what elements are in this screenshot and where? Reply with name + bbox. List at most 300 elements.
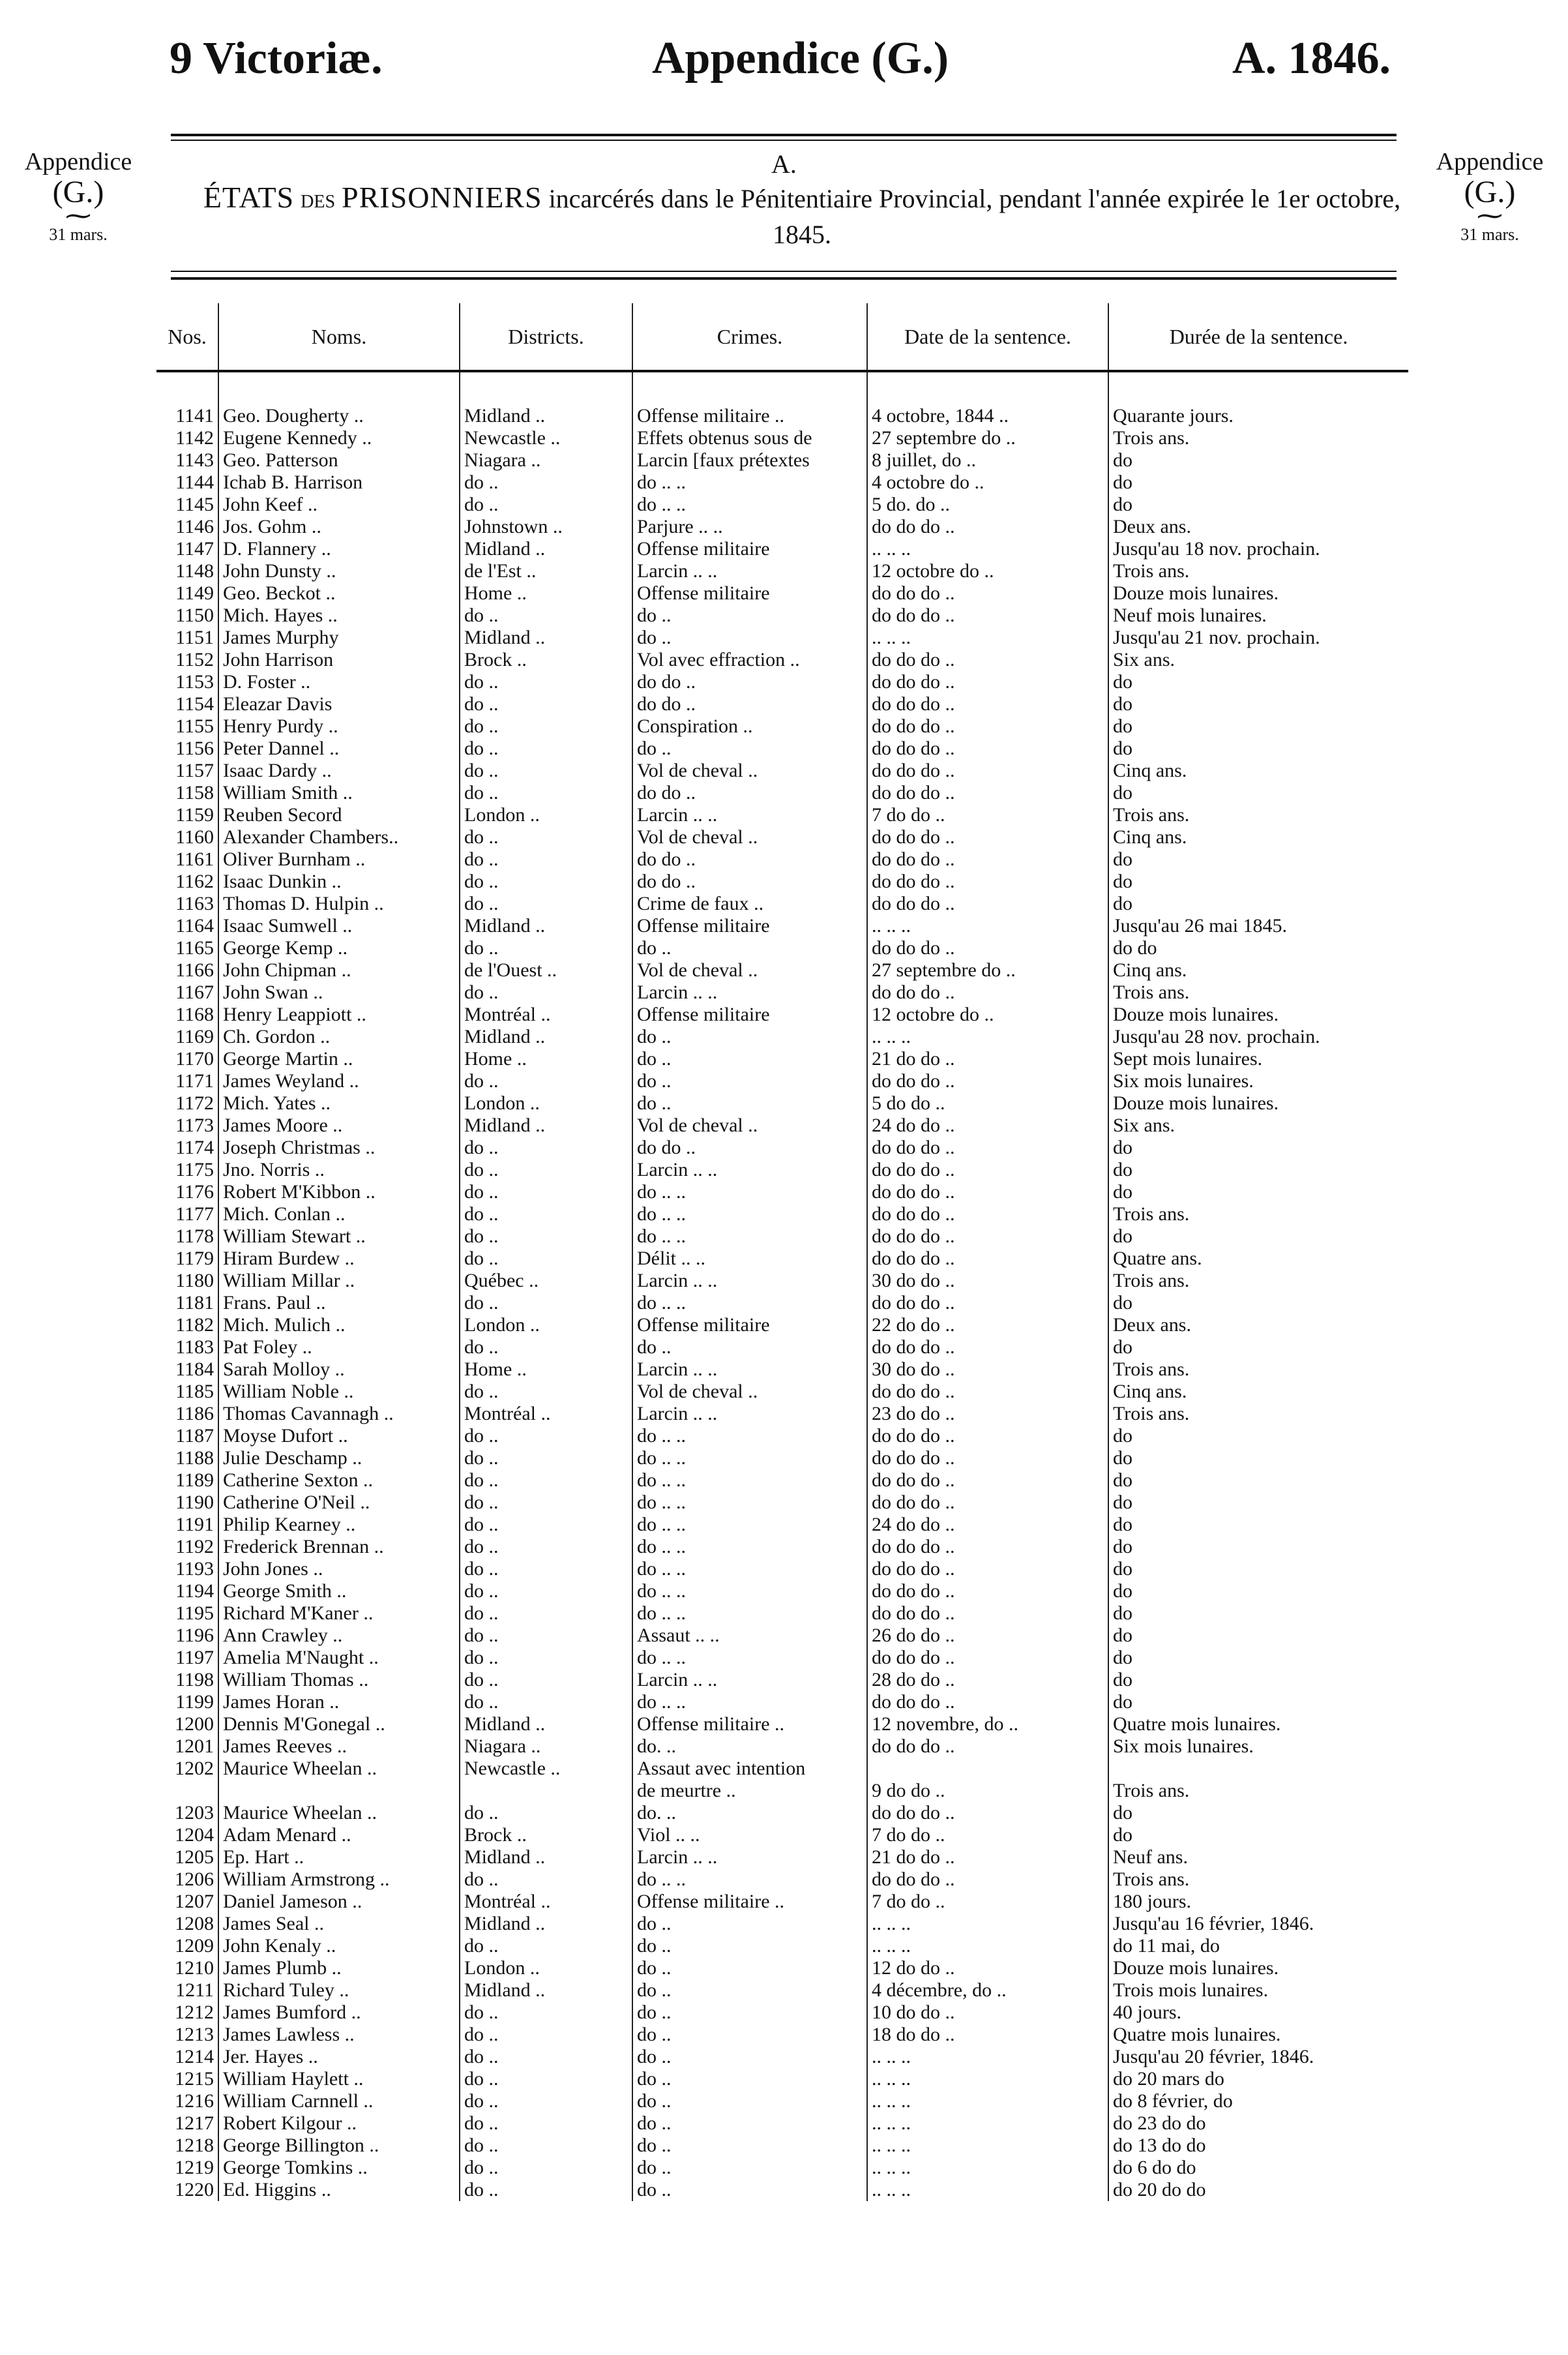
cell-number: 1189 <box>175 1469 214 1491</box>
cell-number: 1190 <box>175 1492 214 1513</box>
cell-duration: Trois ans. <box>1108 1358 1408 1381</box>
cell-date: do do do .. <box>867 1580 1108 1602</box>
cell-district: do .. <box>460 1669 632 1691</box>
cell-name: Ep. Hart .. <box>218 1846 460 1868</box>
cell-date: do do do .. <box>867 1203 1108 1225</box>
cell-duration: Cinq ans. <box>1108 760 1408 782</box>
cell-crime: do .. .. <box>632 1492 867 1514</box>
cell-name: Henry Leappiott .. <box>218 1004 460 1026</box>
cell-district: do .. <box>460 2024 632 2046</box>
cell-crime: do do .. <box>632 671 867 693</box>
cell-number: 1148 <box>175 560 214 582</box>
col-header-date: Date de la sentence. <box>867 303 1108 371</box>
cell-crime: Viol .. .. <box>632 1824 867 1846</box>
cell-crime: Vol de cheval .. <box>632 826 867 848</box>
cell-number: 1183 <box>175 1336 214 1358</box>
cell-date: do do do .. <box>867 760 1108 782</box>
cell-name: Mich. Hayes .. <box>218 605 460 627</box>
cell-date: 30 do do .. <box>867 1358 1108 1381</box>
cell-duration: Six mois lunaires. <box>1108 1070 1408 1092</box>
cell-duration: Deux ans. <box>1108 516 1408 538</box>
cell-crime: do .. .. <box>632 1447 867 1469</box>
cell-district: Midland .. <box>460 1846 632 1868</box>
cell-district: do .. <box>460 2179 632 2201</box>
cell-name: William Carnnell .. <box>218 2090 460 2112</box>
cell-number: 1145 <box>175 494 214 515</box>
cell-name: Peter Dannel .. <box>218 738 460 760</box>
table-row <box>156 1447 1408 1469</box>
cell-number: 1154 <box>175 693 214 715</box>
cell-date: do do do .. <box>867 871 1108 893</box>
cell-duration: do <box>1108 715 1408 738</box>
cell-district: Home .. <box>460 582 632 605</box>
cell-date: 21 do do .. <box>867 1846 1108 1868</box>
cell-name: Geo. Dougherty .. <box>218 371 460 427</box>
cell-district: do .. <box>460 1203 632 1225</box>
cell-crime: Offense militaire .. <box>632 371 867 427</box>
cell-district: do .. <box>460 1514 632 1536</box>
cell-date: do do do .. <box>867 1070 1108 1092</box>
cell-number: 1150 <box>175 605 214 626</box>
cell-crime: do .. .. <box>632 472 867 494</box>
cell-number: 1197 <box>175 1647 214 1668</box>
cell-crime: do do .. <box>632 1137 867 1159</box>
cell-number: 1175 <box>175 1159 214 1180</box>
cell-crime: do .. <box>632 2157 867 2179</box>
cell-number: 1153 <box>175 671 214 693</box>
cell-number: 1212 <box>175 2002 214 2023</box>
cell-date: do do do .. <box>867 982 1108 1004</box>
cell-crime: Vol de cheval .. <box>632 1381 867 1403</box>
cell-crime: do .. <box>632 1979 867 2002</box>
cell-duration: Trois mois lunaires. <box>1108 1979 1408 2002</box>
cell-district: do .. <box>460 760 632 782</box>
cell-name: Adam Menard .. <box>218 1824 460 1846</box>
table-body <box>156 371 1408 2201</box>
cell-duration: do <box>1108 1669 1408 1691</box>
cell-number: 1193 <box>175 1558 214 1580</box>
cell-name: John Swan .. <box>218 982 460 1004</box>
table-row <box>156 560 1408 582</box>
table-row <box>156 1669 1408 1691</box>
cell-crime: do .. .. <box>632 1469 867 1492</box>
cell-crime: Larcin [faux prétextes <box>632 449 867 472</box>
cell-name: William Stewart .. <box>218 1225 460 1248</box>
cell-date: 4 décembre, do .. <box>867 1979 1108 2002</box>
cell-number: 1152 <box>175 649 214 670</box>
cell-name: Robert M'Kibbon .. <box>218 1181 460 1203</box>
cell-duration: do <box>1108 1602 1408 1625</box>
table-row <box>156 1735 1408 1758</box>
cell-crime: do .. .. <box>632 494 867 516</box>
cell-date: 27 septembre do .. <box>867 427 1108 449</box>
cell-number: 1181 <box>175 1292 214 1313</box>
cell-name: James Plumb .. <box>218 1957 460 1979</box>
cell-name: Hiram Burdew .. <box>218 1248 460 1270</box>
cell-crime: Larcin .. .. <box>632 1270 867 1292</box>
cell-name: Alexander Chambers.. <box>218 826 460 848</box>
cell-crime: Larcin .. .. <box>632 1669 867 1691</box>
cell-district: do .. <box>460 826 632 848</box>
cell-number: 1206 <box>175 1868 214 1890</box>
cell-name: Jno. Norris .. <box>218 1159 460 1181</box>
cell-number: 1219 <box>175 2157 214 2178</box>
cell-duration: 40 jours. <box>1108 2002 1408 2024</box>
cell-name: D. Foster .. <box>218 671 460 693</box>
cell-date: 28 do do .. <box>867 1669 1108 1691</box>
cell-number: 1160 <box>175 826 214 848</box>
cell-number: 1149 <box>175 582 214 604</box>
cell-crime: do. .. <box>632 1735 867 1758</box>
cell-crime: do .. <box>632 1026 867 1048</box>
cell-duration: Cinq ans. <box>1108 1381 1408 1403</box>
table-row <box>156 1602 1408 1625</box>
col-header-duration: Durée de la sentence. <box>1108 303 1408 371</box>
cell-crime: do .. .. <box>632 1536 867 1558</box>
cell-name: James Bumford .. <box>218 2002 460 2024</box>
cell-crime: Larcin .. .. <box>632 1358 867 1381</box>
cell-duration: do <box>1108 1137 1408 1159</box>
table-row <box>156 1979 1408 2002</box>
table-row <box>156 1957 1408 1979</box>
table-row <box>156 449 1408 472</box>
cell-number: 1199 <box>175 1691 214 1713</box>
cell-crime: Assaut avec intention <box>632 1758 867 1780</box>
table-row <box>156 1292 1408 1314</box>
cell-duration: do <box>1108 1336 1408 1358</box>
table-row <box>156 2046 1408 2068</box>
cell-name: Maurice Wheelan .. <box>218 1758 460 1780</box>
cell-duration: Cinq ans. <box>1108 826 1408 848</box>
cell-crime: Offense militaire <box>632 538 867 560</box>
cell-duration: Trois ans. <box>1108 1780 1408 1802</box>
table-row <box>156 2179 1408 2201</box>
cell-crime: Offense militaire <box>632 1314 867 1336</box>
cell-duration: do <box>1108 1181 1408 1203</box>
title-rest: incarcérés dans le Pénitentiaire Provincial, pendant l'année expirée le 1er octobre, 1845. <box>548 184 1401 249</box>
cell-number: 1218 <box>175 2135 214 2156</box>
cell-district: Johnstown .. <box>460 516 632 538</box>
cell-duration: do 13 do do <box>1108 2135 1408 2157</box>
cell-duration: do <box>1108 1625 1408 1647</box>
cell-duration: do <box>1108 693 1408 715</box>
cell-name: William Millar .. <box>218 1270 460 1292</box>
cell-number: 1198 <box>175 1669 214 1690</box>
cell-crime: do .. <box>632 2112 867 2135</box>
cell-name: Ed. Higgins .. <box>218 2179 460 2201</box>
cell-number: 1156 <box>175 738 214 759</box>
cell-crime: Offense militaire <box>632 1004 867 1026</box>
cell-date: 24 do do .. <box>867 1115 1108 1137</box>
cell-name: John Jones .. <box>218 1558 460 1580</box>
cell-duration: Sept mois lunaires. <box>1108 1048 1408 1070</box>
cell-duration: do <box>1108 893 1408 915</box>
cell-name: Reuben Secord <box>218 804 460 826</box>
cell-duration: Jusqu'au 16 février, 1846. <box>1108 1913 1408 1935</box>
cell-date: do do do .. <box>867 1469 1108 1492</box>
cell-name: William Smith .. <box>218 782 460 804</box>
margin-appendix-label: Appendice <box>24 148 132 175</box>
cell-number: 1203 <box>175 1802 214 1823</box>
cell-date <box>867 1758 1108 1780</box>
cell-number: 1194 <box>175 1580 214 1602</box>
cell-date: 21 do do .. <box>867 1048 1108 1070</box>
cell-number: 1144 <box>175 472 214 493</box>
cell-district: do .. <box>460 1070 632 1092</box>
cell-district: do .. <box>460 1868 632 1891</box>
cell-name: John Harrison <box>218 649 460 671</box>
cell-date: .. .. .. <box>867 2090 1108 2112</box>
cell-date: do do do .. <box>867 1336 1108 1358</box>
cell-crime: do .. <box>632 1913 867 1935</box>
table-row <box>156 1647 1408 1669</box>
cell-crime: do .. <box>632 2024 867 2046</box>
table-row <box>156 2157 1408 2179</box>
cell-duration: do 20 do do <box>1108 2179 1408 2201</box>
table-row <box>156 538 1408 560</box>
cell-date: 26 do do .. <box>867 1625 1108 1647</box>
cell-date: do do do .. <box>867 649 1108 671</box>
cell-name: Oliver Burnham .. <box>218 848 460 871</box>
cell-duration: Quatre mois lunaires. <box>1108 1713 1408 1735</box>
cell-district: do .. <box>460 1625 632 1647</box>
cell-district: do .. <box>460 2046 632 2068</box>
cell-crime: do .. <box>632 2002 867 2024</box>
cell-duration: Quatre mois lunaires. <box>1108 2024 1408 2046</box>
table-row <box>156 1248 1408 1270</box>
margin-swirl: ⁓ <box>1477 201 1503 230</box>
cell-district: do .. <box>460 1336 632 1358</box>
cell-district: do .. <box>460 1248 632 1270</box>
cell-date: 5 do do .. <box>867 1092 1108 1115</box>
cell-duration: do <box>1108 1558 1408 1580</box>
cell-duration: Quatre ans. <box>1108 1248 1408 1270</box>
cell-crime: do .. <box>632 1070 867 1092</box>
cell-duration: do do <box>1108 937 1408 959</box>
cell-duration: do 8 février, do <box>1108 2090 1408 2112</box>
cell-date: do do do .. <box>867 893 1108 915</box>
cell-date: 23 do do .. <box>867 1403 1108 1425</box>
cell-date: do do do .. <box>867 1425 1108 1447</box>
table-row <box>156 982 1408 1004</box>
cell-name: James Horan .. <box>218 1691 460 1713</box>
cell-duration: Jusqu'au 18 nov. prochain. <box>1108 538 1408 560</box>
cell-name: William Noble .. <box>218 1381 460 1403</box>
cell-duration: do 6 do do <box>1108 2157 1408 2179</box>
cell-district: do .. <box>460 1159 632 1181</box>
cell-district: do .. <box>460 871 632 893</box>
cell-crime: Crime de faux .. <box>632 893 867 915</box>
cell-crime: do do .. <box>632 848 867 871</box>
cell-number: 1141 <box>175 405 214 427</box>
cell-number: 1207 <box>175 1891 214 1912</box>
cell-crime: Larcin .. .. <box>632 1159 867 1181</box>
cell-district: London .. <box>460 804 632 826</box>
cell-name: Eugene Kennedy .. <box>218 427 460 449</box>
cell-district: do .. <box>460 2002 632 2024</box>
cell-district: Brock .. <box>460 1824 632 1846</box>
table-row <box>156 1514 1408 1536</box>
cell-duration: Jusqu'au 26 mai 1845. <box>1108 915 1408 937</box>
cell-duration: do <box>1108 871 1408 893</box>
cell-number: 1180 <box>175 1270 214 1291</box>
cell-number: 1179 <box>175 1248 214 1269</box>
cell-name: Thomas D. Hulpin .. <box>218 893 460 915</box>
title-rule-thin <box>171 271 1397 272</box>
table-row <box>156 627 1408 649</box>
cell-crime: do .. <box>632 1048 867 1070</box>
cell-name: Mich. Conlan .. <box>218 1203 460 1225</box>
cell-district: do .. <box>460 472 632 494</box>
cell-crime: Larcin .. .. <box>632 560 867 582</box>
cell-number: 1163 <box>175 893 214 914</box>
cell-crime: do .. .. <box>632 1225 867 1248</box>
cell-name: Daniel Jameson .. <box>218 1891 460 1913</box>
cell-district: do .. <box>460 715 632 738</box>
cell-date: do do do .. <box>867 1868 1108 1891</box>
cell-district: do .. <box>460 2068 632 2090</box>
table-row <box>156 671 1408 693</box>
cell-duration: Trois ans. <box>1108 1403 1408 1425</box>
cell-name: Mich. Yates .. <box>218 1092 460 1115</box>
cell-district: do .. <box>460 1137 632 1159</box>
cell-duration: Neuf ans. <box>1108 1846 1408 1868</box>
cell-name: Ch. Gordon .. <box>218 1026 460 1048</box>
cell-number: 1195 <box>175 1602 214 1624</box>
cell-name: Isaac Sumwell .. <box>218 915 460 937</box>
cell-crime: Vol de cheval .. <box>632 959 867 982</box>
cell-number: 1166 <box>175 959 214 981</box>
cell-number: 1210 <box>175 1957 214 1979</box>
cell-district: do .. <box>460 1425 632 1447</box>
cell-name: Frans. Paul .. <box>218 1292 460 1314</box>
cell-name: Sarah Molloy .. <box>218 1358 460 1381</box>
cell-crime: Parjure .. .. <box>632 516 867 538</box>
cell-date: .. .. .. <box>867 2046 1108 2068</box>
cell-date: do do do .. <box>867 516 1108 538</box>
cell-name: Catherine O'Neil .. <box>218 1492 460 1514</box>
cell-duration: do <box>1108 1824 1408 1846</box>
cell-duration: do <box>1108 1292 1408 1314</box>
cell-crime: do .. <box>632 2046 867 2068</box>
cell-district: Niagara .. <box>460 449 632 472</box>
cell-date: do do do .. <box>867 1536 1108 1558</box>
cell-date: do do do .. <box>867 1802 1108 1824</box>
cell-date: 8 juillet, do .. <box>867 449 1108 472</box>
cell-number: 1216 <box>175 2090 214 2112</box>
table-row <box>156 649 1408 671</box>
cell-date: .. .. .. <box>867 915 1108 937</box>
cell-date: .. .. .. <box>867 1026 1108 1048</box>
cell-name: James Weyland .. <box>218 1070 460 1092</box>
cell-date: 10 do do .. <box>867 2002 1108 2024</box>
cell-district: do .. <box>460 1691 632 1713</box>
cell-duration: Trois ans. <box>1108 982 1408 1004</box>
table-row <box>156 1758 1408 1780</box>
cell-duration: do <box>1108 1425 1408 1447</box>
cell-number: 1188 <box>175 1447 214 1469</box>
cell-district: do .. <box>460 1558 632 1580</box>
cell-name: Richard M'Kaner .. <box>218 1602 460 1625</box>
cell-date: do do do .. <box>867 738 1108 760</box>
cell-duration: Trois ans. <box>1108 1868 1408 1891</box>
cell-duration: Six mois lunaires. <box>1108 1735 1408 1758</box>
cell-name: Joseph Christmas .. <box>218 1137 460 1159</box>
cell-crime: do .. <box>632 605 867 627</box>
cell-name: James Lawless .. <box>218 2024 460 2046</box>
cell-name: John Keef .. <box>218 494 460 516</box>
cell-number: 1209 <box>175 1935 214 1957</box>
cell-crime: do .. .. <box>632 1691 867 1713</box>
margin-date: 31 mars. <box>1460 225 1519 244</box>
cell-date: do do do .. <box>867 1225 1108 1248</box>
cell-date: do do do .. <box>867 1447 1108 1469</box>
table-row <box>156 915 1408 937</box>
cell-date: 18 do do .. <box>867 2024 1108 2046</box>
table-row <box>156 1492 1408 1514</box>
table-row <box>156 1358 1408 1381</box>
cell-district: Home .. <box>460 1358 632 1381</box>
cell-name: George Kemp .. <box>218 937 460 959</box>
cell-number: 1174 <box>175 1137 214 1158</box>
cell-name: D. Flannery .. <box>218 538 460 560</box>
cell-district: London .. <box>460 1957 632 1979</box>
cell-duration: do <box>1108 1647 1408 1669</box>
table-row <box>156 693 1408 715</box>
cell-duration: do <box>1108 1580 1408 1602</box>
table-row <box>156 1469 1408 1492</box>
cell-crime: do .. <box>632 627 867 649</box>
cell-district: do .. <box>460 1935 632 1957</box>
table-row <box>156 1625 1408 1647</box>
cell-name: Geo. Beckot .. <box>218 582 460 605</box>
cell-crime: Larcin .. .. <box>632 804 867 826</box>
cell-district: Newcastle .. <box>460 1758 632 1780</box>
cell-date: do do do .. <box>867 848 1108 871</box>
table-row <box>156 1270 1408 1292</box>
cell-number: 1220 <box>175 2179 214 2200</box>
cell-number: 1208 <box>175 1913 214 1934</box>
cell-number: 1184 <box>175 1358 214 1380</box>
cell-name: George Smith .. <box>218 1580 460 1602</box>
cell-duration: do <box>1108 449 1408 472</box>
table-row <box>156 1780 1408 1802</box>
cell-duration: do <box>1108 494 1408 516</box>
cell-number: 1167 <box>175 982 214 1003</box>
cell-crime: Larcin .. .. <box>632 1846 867 1868</box>
cell-number: 1165 <box>175 937 214 959</box>
cell-name: Jos. Gohm .. <box>218 516 460 538</box>
table-row <box>156 1115 1408 1137</box>
table-row <box>156 582 1408 605</box>
cell-date: 7 do do .. <box>867 804 1108 826</box>
cell-district: London .. <box>460 1314 632 1336</box>
cell-duration: do <box>1108 671 1408 693</box>
table-row <box>156 848 1408 871</box>
table-row <box>156 715 1408 738</box>
cell-date: do do do .. <box>867 1181 1108 1203</box>
cell-crime: do .. <box>632 1336 867 1358</box>
cell-name: Ann Crawley .. <box>218 1625 460 1647</box>
cell-duration <box>1108 1758 1408 1780</box>
cell-crime: do .. .. <box>632 1868 867 1891</box>
cell-date: 4 octobre do .. <box>867 472 1108 494</box>
table-row <box>156 605 1408 627</box>
cell-crime: Offense militaire <box>632 915 867 937</box>
cell-district: do .. <box>460 1647 632 1669</box>
cell-number: 1204 <box>175 1824 214 1846</box>
cell-district: do .. <box>460 605 632 627</box>
